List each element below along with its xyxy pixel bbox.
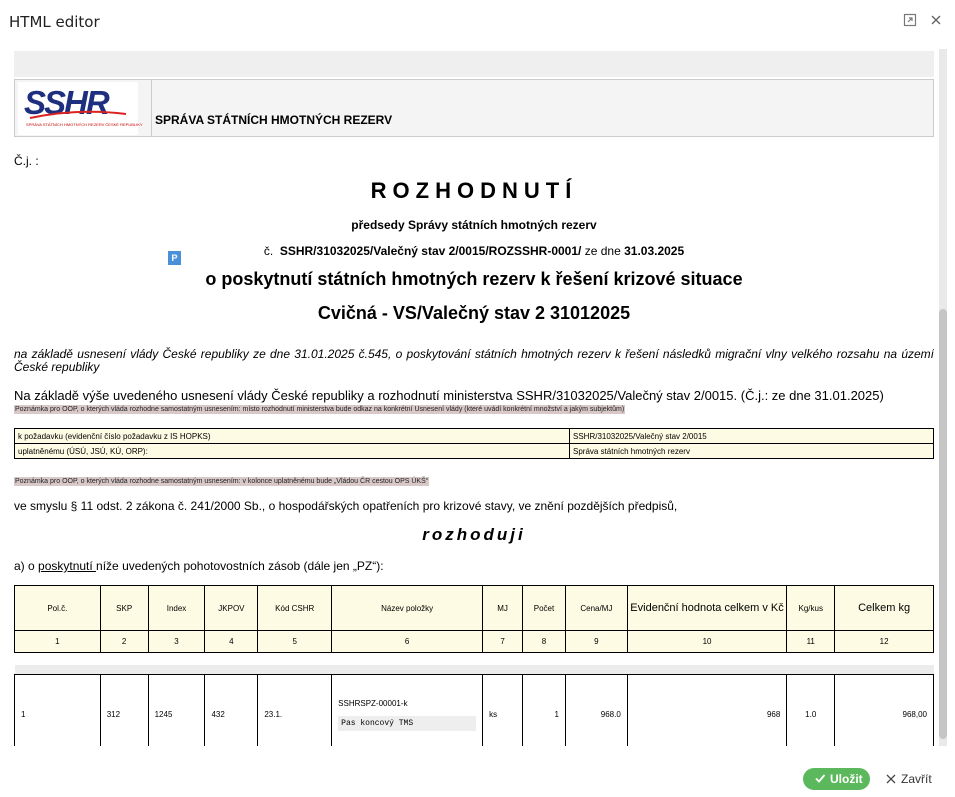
column-index: 9 [565, 631, 627, 653]
request-value: Správa státních hmotných rezerv [570, 444, 934, 459]
cell-pol: 1 [15, 675, 101, 747]
column-index: 4 [205, 631, 258, 653]
item-name: Pas koncový TMS [338, 716, 476, 731]
column-index: 12 [835, 631, 934, 653]
request-label: k požadavku (evidenční číslo požadavku z IS HOPKS) [15, 429, 570, 444]
cell-cena: 968.0 [565, 675, 627, 747]
cell-skp: 312 [100, 675, 148, 747]
close-icon [886, 774, 896, 784]
close-icon[interactable] [929, 13, 943, 27]
table-row [15, 429, 934, 444]
logo [18, 82, 143, 135]
logo-swoosh [28, 110, 128, 120]
close-label: Zavřít [901, 772, 932, 786]
cell-jkpov: 432 [205, 675, 258, 747]
number-prefix: č. [263, 244, 274, 258]
note-oop-2: Poznámka pro OOP, o kterých vláda rozhodne samostatným usnesením: v kolonce uplatněnému bude „Vládou ČR cestou OPS ÚKŠ“ [15, 478, 429, 485]
save-button[interactable] [803, 768, 870, 790]
logo-text: SSHR [24, 84, 108, 121]
section-a-paragraph [14, 559, 934, 573]
document-exercise: Cvičná - VS/Valečný stav 2 31012025 [317, 303, 631, 323]
column-header: SKP [100, 586, 148, 631]
organization-name: SPRÁVA STÁTNÍCH HMOTNÝCH REZERV [155, 113, 393, 127]
cell-kod: 23.1. [258, 675, 332, 747]
document-content[interactable] [14, 79, 934, 746]
document-number: SSHR/31032025/Valečný stav 2/0015/ROZSSHR-0001/ [279, 244, 582, 258]
items-index-row [15, 631, 934, 653]
column-header: Pol.č. [15, 586, 101, 631]
cell-name [332, 675, 483, 747]
table-row[interactable] [15, 675, 934, 747]
item-code: SSHRSPZ-00001-k [338, 698, 408, 708]
decide-heading: rozhoduji [422, 525, 526, 544]
request-table [14, 428, 934, 459]
letterhead [14, 79, 934, 137]
column-index: 11 [787, 631, 835, 653]
table-row [15, 444, 934, 459]
date-prefix: ze dne [584, 244, 621, 258]
column-header: MJ [483, 586, 523, 631]
column-index: 8 [523, 631, 566, 653]
document-subtitle: předsedy Správy státních hmotných rezerv [351, 218, 597, 232]
table-spacer [15, 653, 934, 665]
column-header: Kg/kus [787, 586, 835, 631]
column-header: JKPOV [205, 586, 258, 631]
editor-toolbar [14, 51, 934, 77]
request-label: uplatněnému (ÚSÚ, JSÚ, KÚ, ORP): [15, 444, 570, 459]
items-header-row [15, 586, 934, 631]
table-spacer [15, 665, 934, 675]
legal-sense-paragraph: ve smyslu § 11 odst. 2 zákona č. 241/2000 Sb., o hospodářských opatřeních pro krizové stavy, ve znění pozdějších předpisů, [14, 499, 678, 513]
column-header: Evidenční hodnota celkem v Kč [627, 586, 787, 631]
column-header: Název položky [332, 586, 483, 631]
section-a-prefix: a) o [14, 559, 39, 573]
cell-kg: 1.0 [787, 675, 835, 747]
note-oop-1: Poznámka pro OOP, o kterých vláda rozhodne samostatným usnesením: místo rozhodnutí ministerstva bude odkaz na konkrétní Usnesení vlády (které uvádí konkrétní množství a jakým subjektům) [15, 406, 625, 413]
expand-icon[interactable] [903, 13, 917, 27]
column-index: 2 [100, 631, 148, 653]
column-header: Cena/MJ [565, 586, 627, 631]
cell-celkem: 968,00 [835, 675, 934, 747]
save-label: Uložit [830, 772, 863, 786]
scrollbar-thumb[interactable] [939, 309, 947, 739]
section-a-underlined: poskytnutí [38, 559, 97, 573]
column-index: 5 [258, 631, 332, 653]
dialog-title: HTML editor [9, 13, 100, 31]
logo-subtitle: SPRÁVA STÁTNÍCH HMOTNÝCH REZERV ČESKÉ REPUBLIKY [26, 122, 143, 127]
items-table [14, 585, 934, 746]
column-header: Počet [523, 586, 566, 631]
dialog-header [0, 0, 955, 44]
basis-paragraph: na základě usnesení vlády České republiky ze dne 31.01.2025 č.545, o poskytování státních hmotných rezerv k řešení následků migrační vlny velkého rozsahu na území České republiky [14, 347, 934, 374]
document-about: o poskytnutí státních hmotných rezerv k řešení krizové situace [205, 269, 743, 289]
column-index: 3 [148, 631, 205, 653]
column-header: Kód CSHR [258, 586, 332, 631]
document-title: ROZHODNUTÍ [370, 178, 578, 203]
cell-mj: ks [483, 675, 523, 747]
editor-frame[interactable] [14, 49, 948, 746]
cj-label: Č.j. : [14, 154, 39, 168]
document-date: 31.03.2025 [624, 244, 685, 258]
column-index: 6 [332, 631, 483, 653]
close-button[interactable] [884, 768, 934, 790]
editor-scrollbar[interactable] [939, 49, 947, 746]
section-a-suffix: níže uvedených pohotovostních zásob (dále jen „PZ“): [96, 559, 384, 573]
request-value: SSHR/31032025/Valečný stav 2/0015 [570, 429, 934, 444]
paragraph-marker[interactable]: P [168, 251, 181, 265]
cell-index: 1245 [148, 675, 205, 747]
document-number-line [14, 244, 934, 258]
based-on-paragraph: Na základě výše uvedeného usnesení vlády České republiky a rozhodnutí ministerstva SSHR/31032025/Valečný stav 2/0015. (Č.j.: ze dne 31.01.2025) [14, 388, 884, 403]
cell-hodnota: 968 [627, 675, 787, 747]
column-index: 10 [627, 631, 787, 653]
column-index: 1 [15, 631, 101, 653]
column-index: 7 [483, 631, 523, 653]
column-header: Celkem kg [835, 586, 934, 631]
cell-pocet: 1 [523, 675, 566, 747]
letterhead-divider [151, 80, 152, 136]
check-icon [814, 772, 826, 784]
column-header: Index [148, 586, 205, 631]
